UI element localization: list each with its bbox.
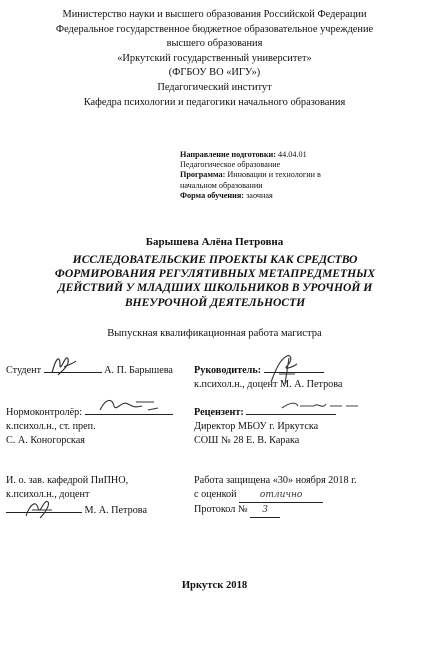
grade-field bbox=[239, 488, 323, 503]
protocol-field bbox=[250, 503, 280, 518]
header-line-ministry: Министерство науки и высшего образования Российской Федерации bbox=[62, 9, 367, 20]
head-of-department-name: М. А. Петрова bbox=[84, 505, 147, 516]
head-of-department-position: И. о. зав. кафедрой ПиПНО, bbox=[6, 475, 129, 486]
program-label: Программа: bbox=[180, 170, 226, 180]
institution-header bbox=[0, 8, 429, 110]
student-label: Студент bbox=[6, 365, 42, 376]
direction-label: Направление подготовки: bbox=[180, 150, 276, 159]
defense-block bbox=[194, 474, 357, 518]
head-of-department-signature bbox=[22, 496, 56, 522]
grade-value: отлично bbox=[259, 490, 303, 500]
reviewer-signature bbox=[280, 398, 360, 414]
grade-label: с оценкой bbox=[194, 489, 237, 500]
supervisor-label: Руководитель: bbox=[194, 365, 262, 376]
program-value: Инновации и технологии в bbox=[227, 170, 321, 180]
header-line-institute: Педагогический институт bbox=[157, 81, 272, 93]
supervisor-signature bbox=[265, 352, 305, 386]
head-of-department-degree: к.психол.н., доцент bbox=[6, 489, 90, 500]
student-block bbox=[6, 362, 173, 378]
header-line-institution-type: Федеральное государственное бюджетное образовательное учреждение bbox=[55, 23, 374, 35]
header-line-university: «Иркутский государственный университет» bbox=[117, 52, 312, 64]
normcontrol-signature bbox=[98, 396, 160, 416]
reviewer-name: СОШ № 28 Е. В. Карака bbox=[194, 435, 300, 446]
header-line-department: Кафедра психологии и педагогики начального образования bbox=[83, 96, 346, 108]
defense-date: Работа защищена «30» ноября 2018 г. bbox=[194, 475, 357, 486]
normcontrol-details: к.психол.н., ст. преп. bbox=[6, 421, 96, 432]
thesis-title: ИССЛЕДОВАТЕЛЬСКИЕ ПРОЕКТЫ КАК СРЕДСТВО ФОРМИРОВАНИЯ РЕГУЛЯТИВНЫХ МЕТАПРЕДМЕТНЫХ ДЕЙСТВИЙ У МЛАДШИХ ШКОЛЬНИКОВ В УРОЧНОЙ И ВНЕУРОЧНОЙ ДЕЯТЕЛЬНОСТИ bbox=[54, 253, 376, 309]
reviewer-position: Директор МБОУ г. Иркутска bbox=[194, 421, 319, 432]
normcontrol-name: С. А. Коногорская bbox=[6, 435, 85, 446]
direction-value: 44.04.01 bbox=[278, 150, 307, 159]
supervisor-details: к.психол.н., доцент М. А. Петрова bbox=[194, 379, 343, 390]
city-year: Иркутск 2018 bbox=[181, 580, 248, 591]
thesis-type: Выпускная квалификационная работа магистра bbox=[107, 328, 322, 339]
author-name: Барышева Алёна Петровна bbox=[145, 236, 284, 248]
study-form-value: заочная bbox=[246, 190, 273, 200]
direction-name: Педагогическое образование bbox=[180, 160, 281, 170]
student-name: А. П. Барышева bbox=[104, 365, 173, 376]
program-name-line2: начальном образовании bbox=[180, 180, 263, 190]
study-form-label: Форма обучения: bbox=[180, 190, 245, 200]
student-signature bbox=[48, 351, 78, 379]
protocol-number: 3 bbox=[262, 505, 268, 515]
reviewer-label: Рецензент: bbox=[194, 407, 244, 418]
protocol-label: Протокол № bbox=[194, 504, 248, 515]
header-line-university-abbr: (ФГБОУ ВО «ИГУ») bbox=[168, 67, 261, 79]
header-line-education-level: высшего образования bbox=[166, 38, 263, 50]
normcontrol-label: Нормоконтролёр: bbox=[6, 407, 83, 418]
program-info bbox=[180, 150, 420, 201]
